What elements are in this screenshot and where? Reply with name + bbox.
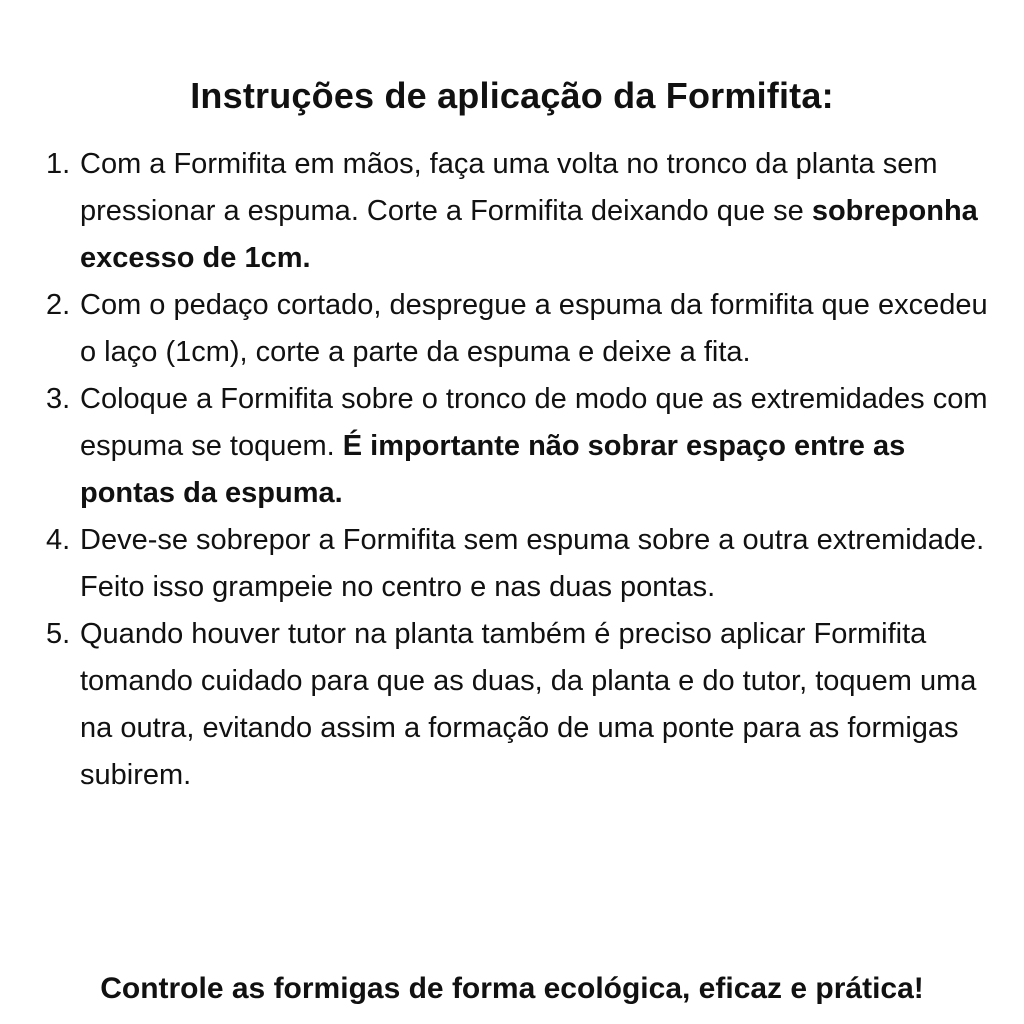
step-emphasis: sobreponha excesso de 1cm. bbox=[80, 195, 978, 274]
list-item bbox=[46, 517, 996, 611]
step-text bbox=[80, 517, 996, 611]
step-number: 1. bbox=[46, 148, 71, 180]
footer-slogan: Controle as formigas de forma ecológica, eficaz e prática! bbox=[100, 972, 924, 1005]
step-body: Com a Formifita em mãos, faça uma volta no tronco da planta sem pressionar a espuma. Corte a Formifita deixando que se bbox=[80, 148, 938, 227]
step-text bbox=[80, 611, 996, 799]
step-number: 3. bbox=[46, 383, 71, 415]
step-body: Com o pedaço cortado, despregue a espuma da formifita que excedeu o laço (1cm), corte a parte da espuma e deixe a fita. bbox=[80, 289, 988, 368]
step-body: Deve-se sobrepor a Formifita sem espuma sobre a outra extremidade. Feito isso grampeie no centro e nas duas pontas. bbox=[80, 524, 985, 603]
step-text bbox=[80, 141, 996, 282]
step-number: 5. bbox=[46, 618, 71, 650]
list-item bbox=[46, 376, 996, 517]
step-number: 4. bbox=[46, 524, 71, 556]
list-item bbox=[46, 611, 996, 799]
page-title: Instruções de aplicação da Formifita: bbox=[190, 75, 834, 117]
step-number: 2. bbox=[46, 289, 71, 321]
list-item bbox=[46, 141, 996, 282]
step-body: Quando houver tutor na planta também é preciso aplicar Formifita tomando cuidado para que as duas, da planta e do tutor, toquem uma na outra, evitando assim a formação de uma ponte para as formigas subirem. bbox=[80, 618, 977, 791]
instruction-list bbox=[46, 141, 996, 799]
list-item bbox=[46, 282, 996, 376]
step-body: Coloque a Formifita sobre o tronco de modo que as extremidades com espuma se toquem. bbox=[80, 383, 988, 462]
step-emphasis: É importante não sobrar espaço entre as pontas da espuma. bbox=[80, 430, 906, 509]
step-text bbox=[80, 282, 996, 376]
step-text bbox=[80, 376, 996, 517]
